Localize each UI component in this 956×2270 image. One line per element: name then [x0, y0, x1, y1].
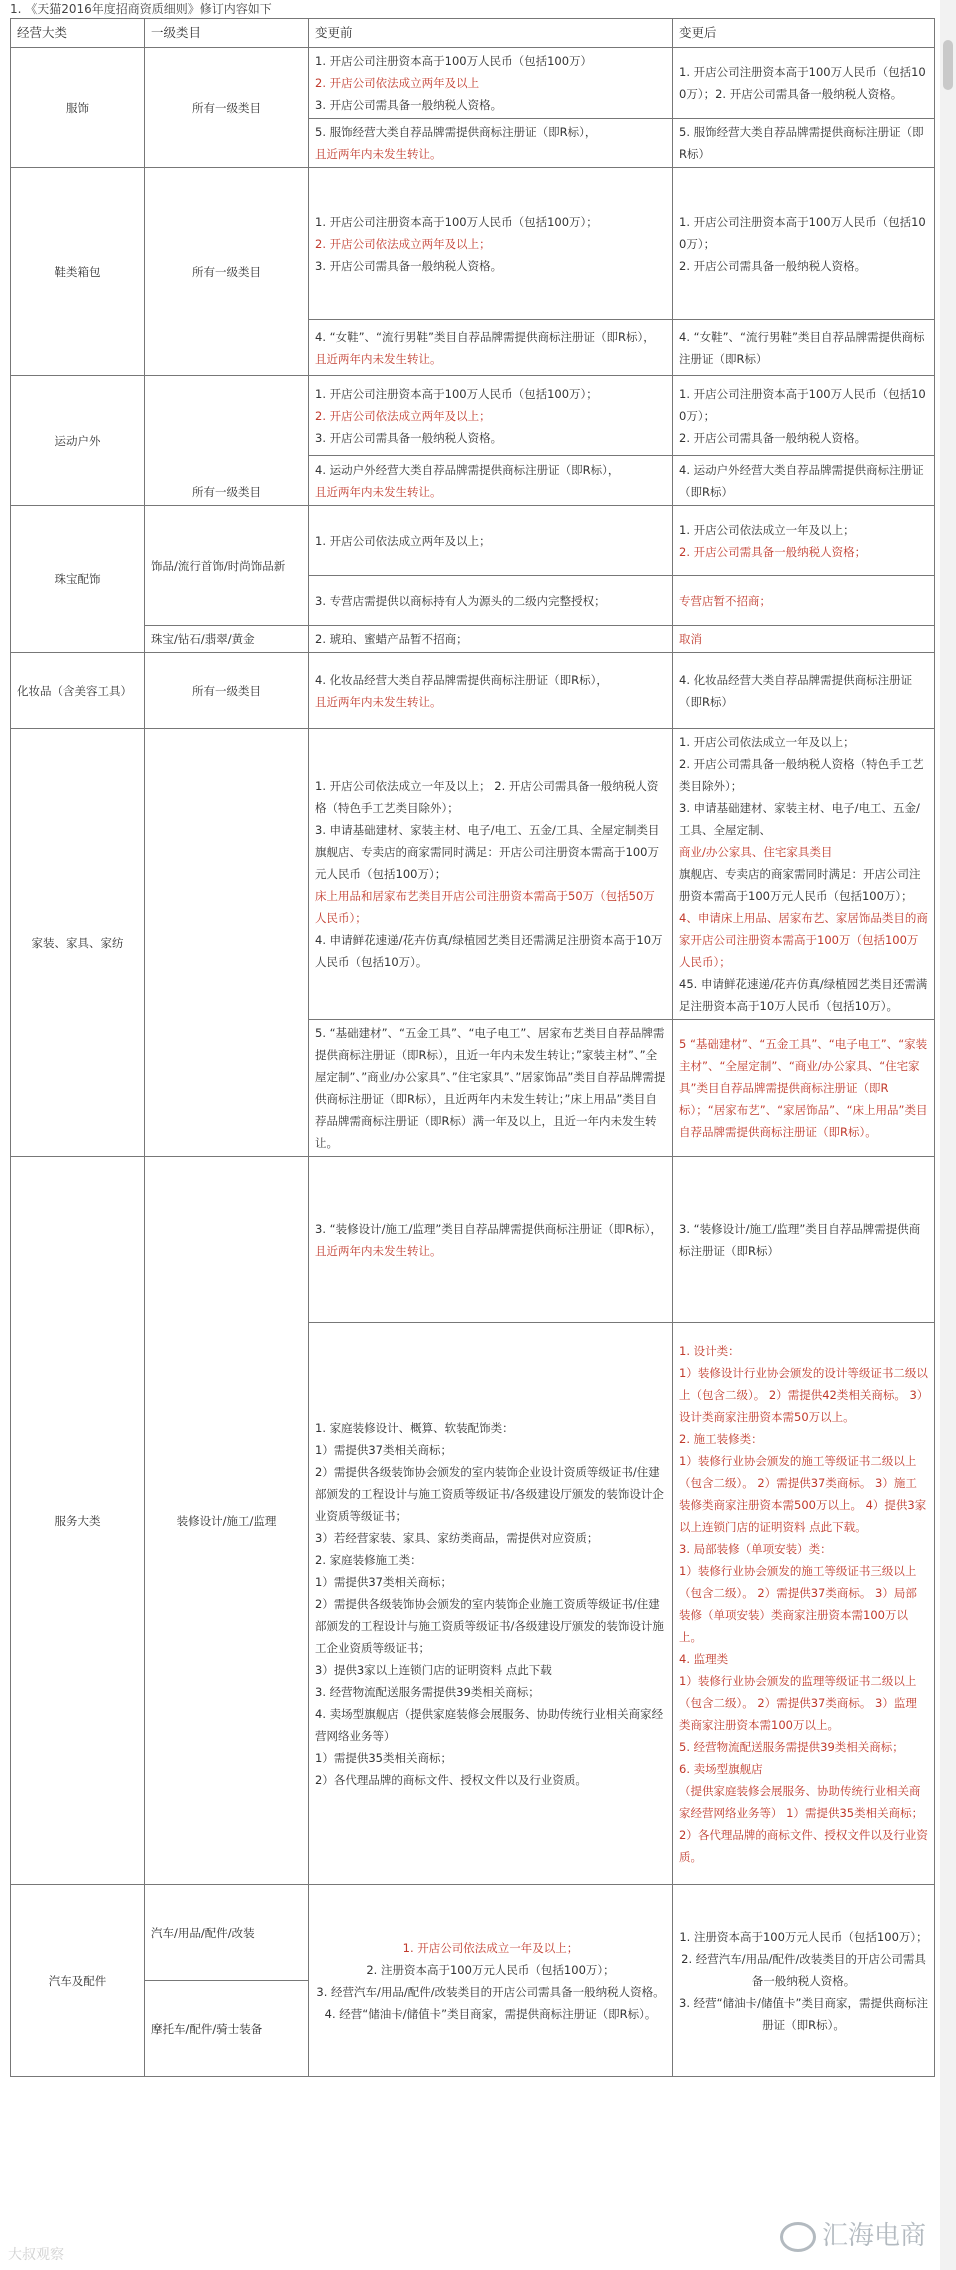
after-cell [673, 320, 935, 376]
scrollbar-thumb[interactable] [943, 40, 953, 90]
after-cell [673, 119, 935, 168]
category-cell: 化妆品（含美容工具） [11, 653, 145, 729]
cell-line: 1. 开店公司注册资本高于100万人民币（包括100万） [315, 54, 593, 68]
before-cell [309, 376, 673, 456]
cell-line: 3. 申请基础建材、家装主材、电子/电工、五金/工具、全屋定制、 [679, 801, 920, 837]
header-before: 变更前 [309, 19, 673, 48]
cell-line: 3. 经营物流配送服务需提供39类相关商标； [315, 1684, 540, 1699]
after-cell [673, 168, 935, 320]
cell-line: 4. 经营“储油卡/储值卡”类目商家，需提供商标注册证（即R标）。 [324, 2006, 657, 2021]
cell-line: 5. “基础建材”、“五金工具”、“电子电工”、居家布艺类目自荐品牌需提供商标注册证（即R标），且近一年内未发生转让；”家装主材”、”全屋定制”、”商业/办公家具”、”住宅家具”、”居家饰品”类目自荐品牌需提供商标注册证（即R标），且近两年内未发生转让；”床上用品”类目自荐品牌需商标注册证（即R标）满一年及以上，且近一年内未发生转让。 [315, 1026, 666, 1150]
cell-line: 4. 运动户外经营大类自荐品牌需提供商标注册证（即R标） [679, 462, 924, 499]
cell-line: 2. 开店公司需具备一般纳税人资格。 [679, 258, 867, 273]
cell-line: 3. “装修设计/施工/监理”类目自荐品牌需提供商标注册证（即R标）， [315, 1221, 663, 1236]
cell-line: 2）需提供各级装饰协会颁发的室内装饰企业设计资质等级证书/住建部颁发的工程设计与施工资质等级证书/各级建设厅颁发的装饰设计企业资质等级证书； [315, 1464, 664, 1523]
table-row [11, 653, 935, 729]
subcategory-cell: 摩托车/配件/骑士装备 [145, 1981, 309, 2077]
cell-line: 且近两年内未发生转让。 [315, 351, 442, 366]
cell-line: 2）各代理品牌的商标文件、授权文件以及行业资质。 [315, 1772, 587, 1787]
after-cell [673, 1885, 935, 2077]
header-after: 变更后 [673, 19, 935, 48]
cell-line: 1. 注册资本高于100万元人民币（包括100万）； [679, 1929, 928, 1944]
cell-line: 1. 开店公司依法成立一年及以上； [679, 522, 855, 537]
vertical-scrollbar[interactable] [940, 0, 956, 2270]
before-cell [309, 320, 673, 376]
cell-line: 2. 开店公司依法成立两年及以上 [315, 76, 480, 90]
before-cell [309, 576, 673, 626]
category-cell: 鞋类箱包 [11, 168, 145, 376]
cell-line: 床上用品和居家布艺类目开店公司注册资本需高于50万（包括50万人民币）； [315, 889, 655, 925]
cell-line: 1. 开店公司依法成立一年及以上； 2. 开店公司需具备一般纳税人资格（特色手工艺类目除外）； [315, 779, 659, 815]
cell-line: 1. 设计类： [679, 1343, 740, 1358]
cell-line: 2. 注册资本高于100万元人民币（包括100万）； [366, 1962, 615, 1977]
cell-line: 2. 施工装修类： [679, 1431, 763, 1446]
category-cell: 珠宝配饰 [11, 506, 145, 653]
cell-line: 1. 开店公司注册资本高于100万人民币（包括100万）； [315, 386, 598, 401]
header-category: 经营大类 [11, 19, 145, 48]
cell-line: 3. 局部装修（单项安装）类： [679, 1541, 832, 1556]
cell-line: 3. 经营“储油卡/储值卡”类目商家，需提供商标注册证（即R标）。 [679, 1995, 928, 2032]
after-cell [673, 456, 935, 506]
cell-line: 4. 化妆品经营大类自荐品牌需提供商标注册证（即R标）， [315, 672, 608, 687]
cell-line: 3. 开店公司需具备一般纳税人资格。 [315, 430, 503, 445]
cell-line: 1. 开店公司依法成立两年及以上； [315, 533, 491, 548]
cell-line: 2. 家庭装修施工类： [315, 1552, 422, 1567]
category-cell: 运动户外 [11, 376, 145, 506]
after-cell [673, 506, 935, 576]
category-cell: 服饰 [11, 48, 145, 168]
cell-line: 1）装修行业协会颁发的施工等级证书三级以上（包含二级）。 2）需提供37类商标。 3）局部装修（单项安装）类商家注册资本需100万以上。 [679, 1563, 917, 1644]
cell-line: 1）装修设计行业协会颁发的设计等级证书二级以上（包含二级）。 2）需提供42类相关商标。 3）设计类商家注册资本需50万以上。 [679, 1365, 928, 1424]
qualification-table [10, 18, 935, 2077]
table-row [11, 626, 935, 653]
cell-line: 4. “女鞋”、“流行男鞋”类目自荐品牌需提供商标注册证（即R标）， [315, 329, 655, 344]
cell-line: 商业/办公家具、住宅家具类目 [679, 845, 833, 859]
subcategory-cell: 饰品/流行首饰/时尚饰品新 [145, 506, 309, 626]
table-row [11, 729, 935, 1020]
cell-line: 1）装修行业协会颁发的施工等级证书二级以上（包含二级）。 2）需提供37类商标。 3）施工装修类商家注册资本需500万以上。 4）提供3家以上连锁门店的证明资料 点此下载。 [679, 1453, 927, 1534]
cell-line: 45. 申请鲜花速递/花卉仿真/绿植园艺类目还需满足注册资本高于10万人民币（包括10万）。 [679, 977, 928, 1013]
table-row [11, 1157, 935, 1323]
before-cell [309, 168, 673, 320]
cell-line: 3. 开店公司需具备一般纳税人资格。 [315, 258, 503, 273]
cell-line: 5 “基础建材”、“五金工具”、“电子电工”、“家装主材”、“全屋定制”、“商业/办公家具、“住宅家具”类目自荐品牌需提供商标注册证（即R标）；“居家布艺”、“家居饰品”、“床上用品”类目自荐品牌需提供商标注册证（即R标）。 [679, 1037, 928, 1139]
table-row [11, 48, 935, 119]
cell-line: 1. 开店公司注册资本高于100万人民币（包括100万）；2. 开店公司需具备一般纳税人资格。 [679, 65, 926, 101]
cell-line: 1）需提供37类相关商标； [315, 1442, 452, 1457]
category-cell: 服务大类 [11, 1157, 145, 1885]
before-cell [309, 456, 673, 506]
cell-line: 1）需提供37类相关商标； [315, 1574, 452, 1589]
cell-line: 4. 化妆品经营大类自荐品牌需提供商标注册证（即R标） [679, 672, 913, 709]
table-row [11, 1885, 935, 1981]
table-row [11, 376, 935, 456]
cell-line: 3. 专营店需提供以商标持有人为源头的二级内完整授权； [315, 593, 606, 608]
cell-line: 4. “女鞋”、“流行男鞋”类目自荐品牌需提供商标注册证（即R标） [679, 329, 925, 366]
before-cell [309, 119, 673, 168]
cell-line: 4. 运动户外经营大类自荐品牌需提供商标注册证（即R标）， [315, 462, 620, 477]
brand-watermark [780, 2215, 926, 2252]
subcategory-cell: 所有一级类目 [145, 376, 309, 506]
before-cell [309, 653, 673, 729]
before-cell [309, 729, 673, 1020]
before-cell [309, 506, 673, 576]
after-cell [673, 1020, 935, 1157]
cell-line: 1. 开店公司依法成立一年及以上； [402, 1940, 579, 1955]
cell-line: 4. 申请鲜花速递/花卉仿真/绿植园艺类目还需满足注册资本高于10万人民币（包括10万）。 [315, 933, 663, 969]
cell-line: 3）提供3家以上连锁门店的证明资料 点此下载 [315, 1662, 552, 1677]
cell-line: 且近两年内未发生转让。 [315, 1243, 442, 1258]
after-cell [673, 1157, 935, 1323]
cell-line: 4、申请床上用品、居家布艺、家居饰品类目的商家开店公司注册资本需高于100万（包括100万人民币）； [679, 911, 928, 969]
cell-line: 4. 监理类 [679, 1651, 729, 1666]
cell-line: 3. 开店公司需具备一般纳税人资格。 [315, 98, 503, 112]
category-cell: 汽车及配件 [11, 1885, 145, 2077]
cell-line: 6. 卖场型旗舰店 [679, 1761, 763, 1776]
cell-line: 3. 经营汽车/用品/配件/改装类目的开店公司需具备一般纳税人资格。 [316, 1984, 665, 1999]
before-cell [309, 48, 673, 119]
after-cell [673, 626, 935, 653]
cell-line: 取消 [679, 632, 702, 646]
before-cell [309, 626, 673, 653]
cell-line: 1. 家庭装修设计、概算、软装配饰类： [315, 1420, 514, 1435]
corner-watermark: 大叔观察 [8, 2247, 64, 2263]
cell-line: 2. 经营汽车/用品/配件/改装类目的开店公司需具备一般纳税人资格。 [681, 1951, 926, 1988]
wechat-icon [780, 2222, 816, 2252]
cell-line: 2. 琥珀、蜜蜡产品暂不招商； [315, 632, 468, 646]
subcategory-cell: 汽车/用品/配件/改装 [145, 1885, 309, 1981]
cell-line: 5. 经营物流配送服务需提供39类相关商标； [679, 1739, 904, 1754]
after-cell [673, 576, 935, 626]
cell-line: 1）装修行业协会颁发的监理等级证书二级以上（包含二级）。 2）需提供37类商标。 3）监理类商家注册资本需100万以上。 [679, 1673, 917, 1732]
cell-line: 且近两年内未发生转让。 [315, 484, 442, 499]
page-caption: 1. 《天猫2016年度招商资质细则》修订内容如下 [10, 2, 272, 16]
cell-line: 1. 开店公司依法成立一年及以上； [679, 735, 855, 749]
cell-line: 2. 开店公司依法成立两年及以上； [315, 236, 491, 251]
cell-line: 2. 开店公司需具备一般纳税人资格； [679, 544, 867, 559]
cell-line: 5. 服饰经营大类自荐品牌需提供商标注册证（即R标）， [315, 125, 597, 139]
after-cell [673, 729, 935, 1020]
subcategory-cell: 所有一级类目 [145, 168, 309, 376]
subcategory-cell: 装修设计/施工/监理 [145, 1157, 309, 1885]
category-cell: 家装、家具、家纺 [11, 729, 145, 1157]
table-row [11, 168, 935, 320]
subcategory-cell [145, 729, 309, 1157]
cell-line: 2）需提供各级装饰协会颁发的室内装饰企业施工资质等级证书/住建部颁发的工程设计与施工资质等级证书/各级建设厅颁发的装饰设计施工企业资质等级证书； [315, 1596, 664, 1655]
table-row [11, 506, 935, 576]
subcategory-cell: 所有一级类目 [145, 48, 309, 168]
cell-line: 1）需提供35类相关商标； [315, 1750, 452, 1765]
cell-line: 2. 开店公司依法成立两年及以上； [315, 408, 491, 423]
cell-line: 5. 服饰经营大类自荐品牌需提供商标注册证（即R标） [679, 125, 924, 161]
before-cell [309, 1323, 673, 1885]
watermark-text: 汇海电商 [821, 2221, 926, 2251]
cell-line: 2. 开店公司需具备一般纳税人资格（特色手工艺类目除外）； [679, 757, 924, 793]
cell-line: 3. “装修设计/施工/监理”类目自荐品牌需提供商标注册证（即R标） [679, 1221, 921, 1258]
after-cell [673, 48, 935, 119]
cell-line: 1. 开店公司注册资本高于100万人民币（包括100万）； [679, 214, 926, 251]
cell-line: 2. 开店公司需具备一般纳税人资格。 [679, 430, 867, 445]
subcategory-cell: 珠宝/钻石/翡翠/黄金 [145, 626, 309, 653]
after-cell [673, 376, 935, 456]
before-cell [309, 1157, 673, 1323]
cell-line: 4. 卖场型旗舰店（提供家庭装修会展服务、协助传统行业相关商家经营网络业务等） [315, 1706, 664, 1743]
cell-line: （提供家庭装修会展服务、协助传统行业相关商家经营网络业务等） 1）需提供35类相关商标； 2）各代理品牌的商标文件、授权文件以及行业资质。 [679, 1783, 928, 1864]
after-cell [673, 1323, 935, 1885]
cell-line: 1. 开店公司注册资本高于100万人民币（包括100万）； [315, 214, 598, 229]
after-cell [673, 653, 935, 729]
header-subcategory: 一级类目 [145, 19, 309, 48]
cell-line: 1. 开店公司注册资本高于100万人民币（包括100万）； [679, 386, 926, 423]
cell-line: 专营店暂不招商； [679, 593, 771, 608]
before-cell [309, 1020, 673, 1157]
cell-line: 且近两年内未发生转让。 [315, 147, 442, 161]
before-cell [309, 1885, 673, 2077]
table-header-row [11, 19, 935, 48]
cell-line: 且近两年内未发生转让。 [315, 694, 442, 709]
cell-line: 3. 申请基础建材、家装主材、电子/电工、五金/工具、全屋定制类目旗舰店、专卖店的商家需同时满足：开店公司注册资本需高于100万元人民币（包括100万）； [315, 823, 660, 881]
cell-line: 旗舰店、专卖店的商家需同时满足：开店公司注册资本需高于100万元人民币（包括100万）； [679, 867, 921, 903]
cell-line: 3）若经营家装、家具、家纺类商品，需提供对应资质； [315, 1530, 599, 1545]
subcategory-cell: 所有一级类目 [145, 653, 309, 729]
